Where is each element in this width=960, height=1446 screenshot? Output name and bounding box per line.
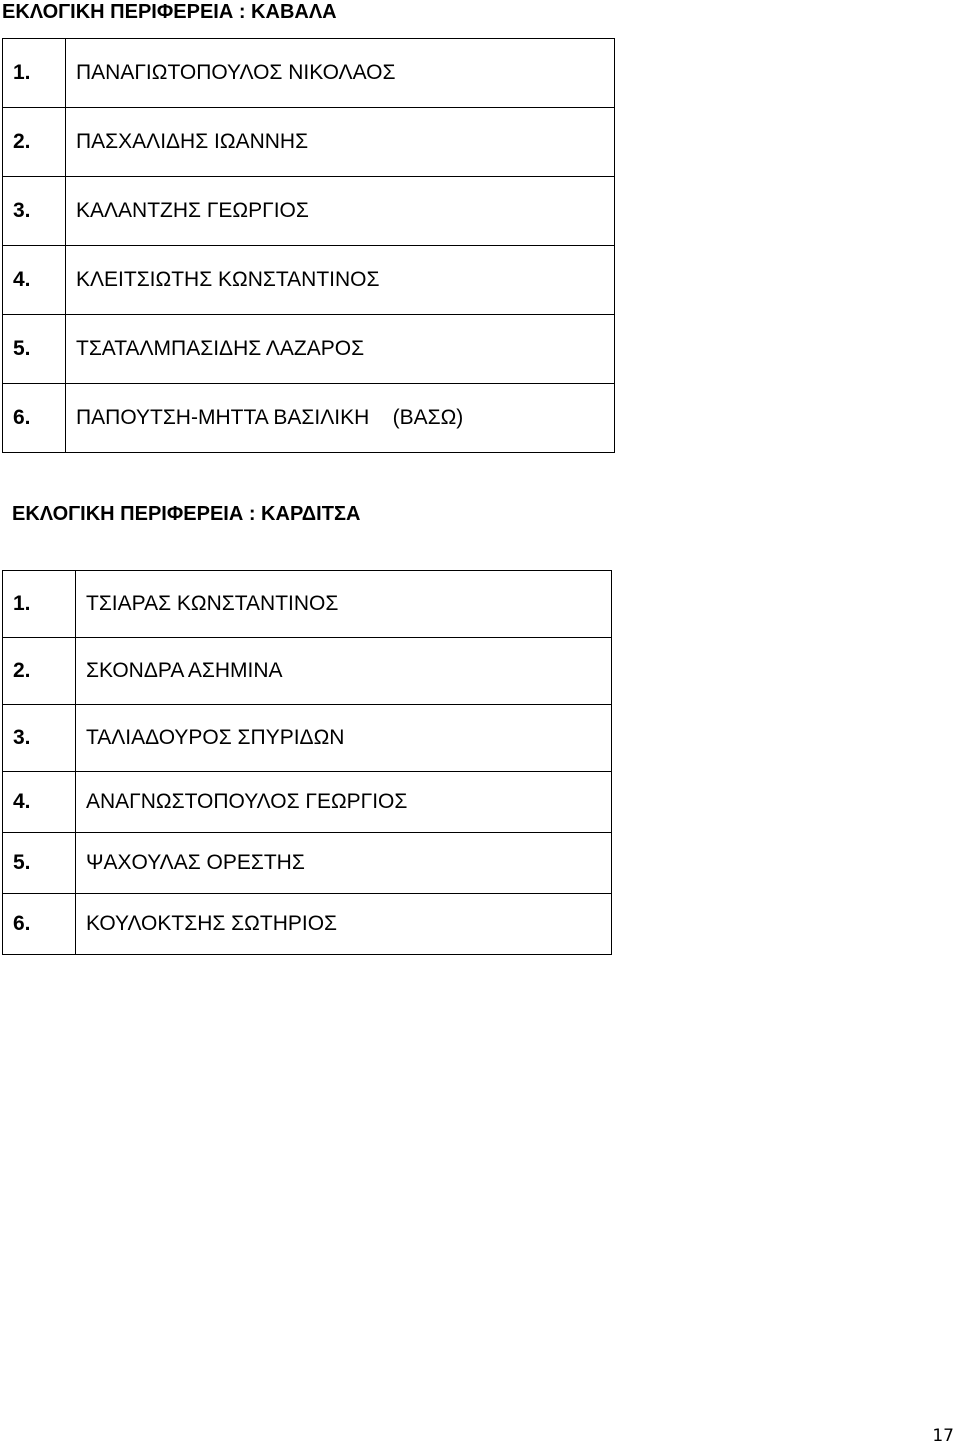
table-row xyxy=(3,315,615,384)
row-number: 2. xyxy=(3,638,76,705)
table-row xyxy=(3,705,612,772)
table-row xyxy=(3,833,612,894)
candidate-name: ΠΑΝΑΓΙΩΤΟΠΟΥΛΟΣ ΝΙΚΟΛΑΟΣ xyxy=(66,39,615,108)
candidate-name: ΑΝΑΓΝΩΣΤΟΠΟΥΛΟΣ ΓΕΩΡΓΙΟΣ xyxy=(76,772,612,833)
candidates-table-karditsa xyxy=(2,570,612,955)
table-row xyxy=(3,571,612,638)
candidate-name: ΚΛΕΙΤΣΙΩΤΗΣ ΚΩΝΣΤΑΝΤΙΝΟΣ xyxy=(66,246,615,315)
section-heading-karditsa: ΕΚΛΟΓΙΚΗ ΠΕΡΙΦΕΡΕΙΑ : ΚΑΡΔΙΤΣΑ xyxy=(12,503,361,525)
table-row xyxy=(3,772,612,833)
candidate-name: ΣΚΟΝΔΡΑ ΑΣΗΜΙΝΑ xyxy=(76,638,612,705)
row-number: 3. xyxy=(3,705,76,772)
table-row xyxy=(3,246,615,315)
row-number: 6. xyxy=(3,384,66,453)
table-row xyxy=(3,39,615,108)
candidate-name: ΠΑΣΧΑΛΙΔΗΣ ΙΩΑΝΝΗΣ xyxy=(66,108,615,177)
table-row xyxy=(3,894,612,955)
candidate-name: ΚΑΛΑΝΤΖΗΣ ΓΕΩΡΓΙΟΣ xyxy=(66,177,615,246)
row-number: 3. xyxy=(3,177,66,246)
candidate-name: ΤΣΑΤΑΛΜΠΑΣΙΔΗΣ ΛΑΖΑΡΟΣ xyxy=(66,315,615,384)
page-number: 17 xyxy=(932,1426,954,1446)
table-row xyxy=(3,384,615,453)
section-heading-kavala: ΕΚΛΟΓΙΚΗ ΠΕΡΙΦΕΡΕΙΑ : ΚΑΒΑΛΑ xyxy=(2,1,337,23)
table-row xyxy=(3,177,615,246)
candidate-name: ΨΑΧΟΥΛΑΣ ΟΡΕΣΤΗΣ xyxy=(76,833,612,894)
candidate-name: ΤΑΛΙΑΔΟΥΡΟΣ ΣΠΥΡΙΔΩΝ xyxy=(76,705,612,772)
table-row xyxy=(3,108,615,177)
row-number: 1. xyxy=(3,39,66,108)
candidates-table-kavala xyxy=(2,38,615,453)
candidate-name: ΤΣΙΑΡΑΣ ΚΩΝΣΤΑΝΤΙΝΟΣ xyxy=(76,571,612,638)
row-number: 4. xyxy=(3,246,66,315)
row-number: 5. xyxy=(3,315,66,384)
row-number: 6. xyxy=(3,894,76,955)
row-number: 1. xyxy=(3,571,76,638)
row-number: 4. xyxy=(3,772,76,833)
candidate-name: ΚΟΥΛΟΚΤΣΗΣ ΣΩΤΗΡΙΟΣ xyxy=(76,894,612,955)
candidate-name: ΠΑΠΟΥΤΣΗ-ΜΗΤΤΑ ΒΑΣΙΛΙΚΗ (ΒΑΣΩ) xyxy=(66,384,615,453)
table-row xyxy=(3,638,612,705)
row-number: 2. xyxy=(3,108,66,177)
row-number: 5. xyxy=(3,833,76,894)
